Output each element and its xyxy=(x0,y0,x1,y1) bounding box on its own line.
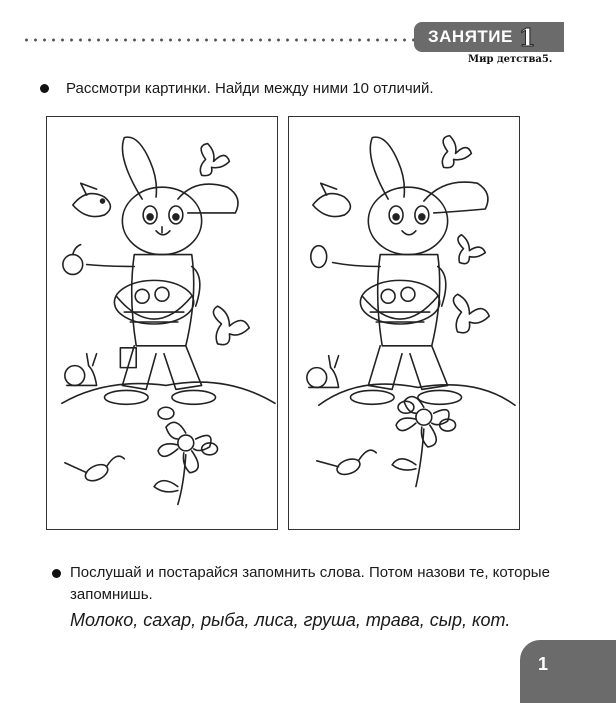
page-tab xyxy=(520,640,616,703)
bullet-icon xyxy=(52,569,61,578)
lesson-tab xyxy=(414,22,564,52)
task-2-text: Послушай и постарайся запомнить слова. Потом назови те, которые запомнишь. xyxy=(70,564,550,603)
right-picture xyxy=(288,116,520,530)
task-1-text: Рассмотри картинки. Найди между ними 10 отличий. xyxy=(66,80,434,97)
watermark: Мир детства5. xyxy=(468,54,553,65)
dotted-rule xyxy=(22,38,414,42)
lesson-number: 1 xyxy=(518,22,537,52)
lesson-label: ЗАНЯТИЕ xyxy=(428,27,513,46)
bunny-illustration-left xyxy=(47,117,277,529)
page-number: 1 xyxy=(538,654,549,674)
words-to-memorize: Молоко, сахар, рыба, лиса, груша, трава, сыр, кот. xyxy=(70,610,511,630)
bunny-illustration-right xyxy=(289,117,519,529)
bullet-icon xyxy=(40,84,49,93)
left-picture xyxy=(46,116,278,530)
